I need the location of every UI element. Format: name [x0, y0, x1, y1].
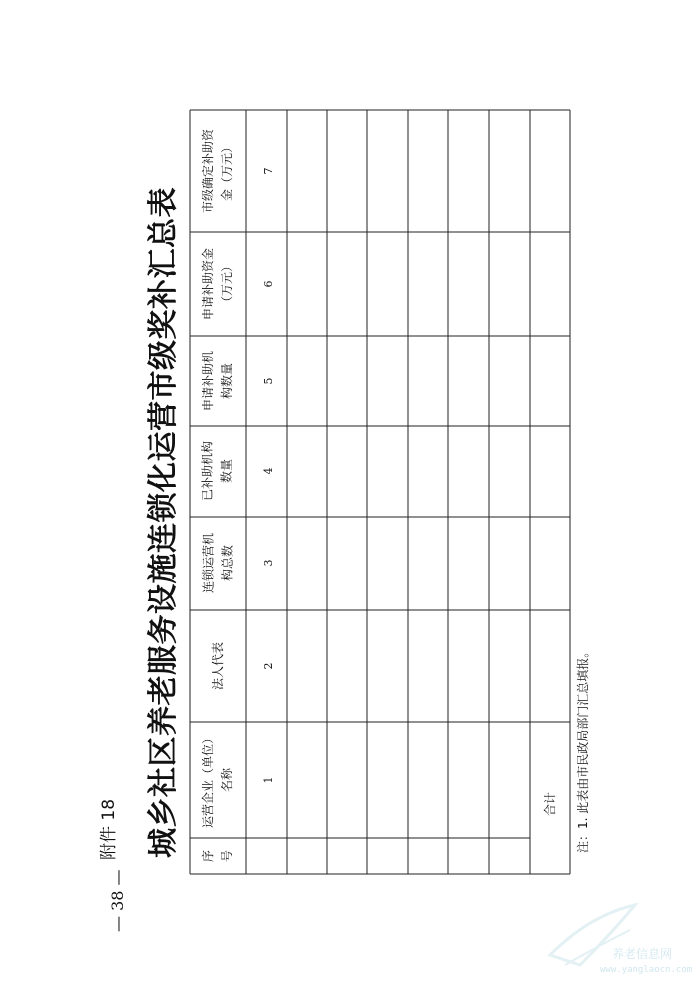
column-index: 4 — [261, 467, 275, 475]
header-cell: 运营企业（单位）名称 — [201, 732, 234, 829]
header-cell: 申请补助资金（万元） — [201, 248, 234, 321]
document-title: 城乡社区养老服务设施连锁化运营市级奖补汇总表 — [146, 187, 181, 858]
header-cell: 已补助机构数量 — [200, 441, 234, 502]
header-cell: 申请补助机构数量 — [201, 351, 234, 412]
watermark-url: www.yanglaocn.com — [600, 965, 693, 975]
column-index: 5 — [261, 377, 275, 385]
total-row-label: 合计 — [542, 792, 557, 817]
header-cell: 序号 — [201, 850, 234, 863]
column-index: 3 — [261, 559, 275, 567]
header-cell: 市级确定补助资金（万元） — [201, 129, 234, 214]
header-cell: 法人代表 — [210, 642, 225, 691]
watermark-text: 养老信息网 — [612, 947, 673, 961]
attachment-label: 附件 18 — [99, 798, 119, 860]
header-cell: 连锁运营机构总数 — [201, 533, 235, 594]
column-index: 6 — [261, 280, 275, 288]
column-index: 1 — [261, 776, 275, 784]
page-number: — 38 — — [108, 869, 127, 932]
column-index: 7 — [261, 167, 275, 175]
footnote: 注：1. 此表由市民政局部门汇总填报。 — [576, 645, 590, 853]
column-index: 2 — [261, 662, 275, 670]
